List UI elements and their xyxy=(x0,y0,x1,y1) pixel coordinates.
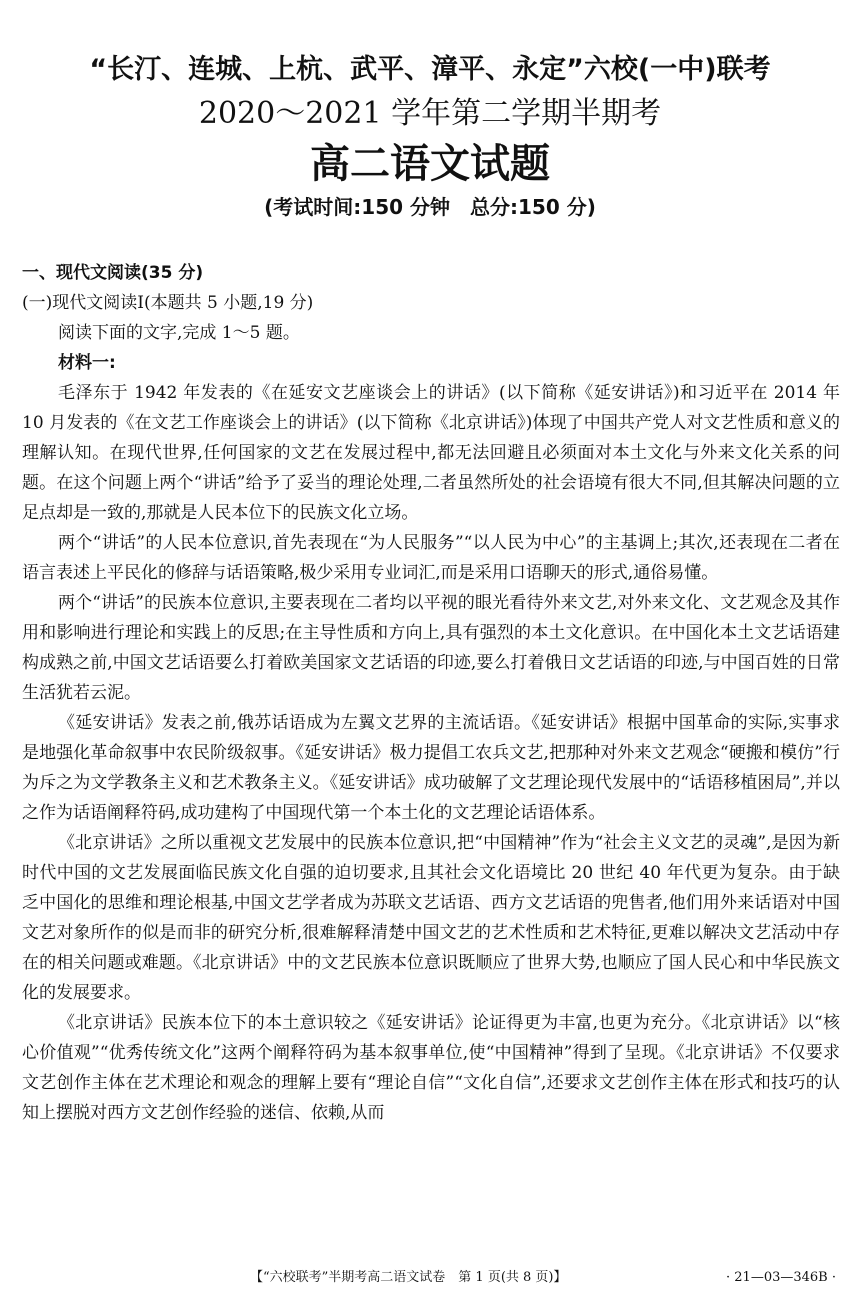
paragraph-5: 《北京讲话》之所以重视文艺发展中的民族本位意识,把“中国精神”作为“社会主义文艺的灵魂”,是因为新时代中国的文艺发展面临民族文化自强的迫切要求,且其社会文化语境比 20 世纪 40 年代更为复杂。由于缺乏中国化的思维和理论根基,中国文艺学者成为苏联文艺话语、西方文艺话语的兜售者,他们用外来话语对中国文艺对象所作的似是而非的研究分析,很难解释清楚中国文艺的艺术性质和艺术特征,更难以解决文艺活动中存在的相关问题或难题。《北京讲话》中的文艺民族本位意识既顺应了世界大势,也顺应了国人民心和中华民族文化的发展要求。 xyxy=(22,833,840,1003)
paper-code: · 21—03—346B · xyxy=(726,1270,836,1285)
academic-term: 2020～2021 学年第二学期半期考 xyxy=(198,96,662,131)
exam-body xyxy=(22,258,840,1128)
exam-time-score: (考试时间:150 分钟 总分:150 分) xyxy=(264,195,596,219)
joint-exam-schools: “长汀、连城、上杭、武平、漳平、永定”六校(一中)联考 xyxy=(89,54,771,85)
paragraph-2: 两个“讲话”的人民本位意识,首先表现在“为人民服务”“以人民为中心”的主基调上;其次,还表现在二者在语言表述上平民化的修辞与话语策略,极少采用专业词汇,而是采用口语聊天的形式,通俗易懂。 xyxy=(22,533,840,583)
exam-title: 高二语文试题 xyxy=(310,140,550,187)
subsection-heading: (一)现代文阅读Ⅰ(本题共 5 小题,19 分) xyxy=(22,293,314,313)
paragraph-6: 《北京讲话》民族本位下的本土意识较之《延安讲话》论证得更为丰富,也更为充分。《北京讲话》以“核心价值观”“优秀传统文化”这两个阐释符码为基本叙事单位,使“中国精神”得到了呈现。《北京讲话》不仅要求文艺创作主体在艺术理论和观念的理解上要有“理论自信”“文化自信”,还要求文艺创作主体在形式和技巧的认知上摆脱对西方文艺创作经验的迷信、依赖,从而 xyxy=(22,1013,840,1123)
paragraph-1: 毛泽东于 1942 年发表的《在延安文艺座谈会上的讲话》(以下简称《延安讲话》)和习近平在 2014 年 10 月发表的《在文艺工作座谈会上的讲话》(以下简称《北京讲话》)体现了中国共产党人对文艺性质和意义的理解认知。在现代世界,任何国家的文艺在发展过程中,都无法回避且必须面对本土文化与外来文化关系的问题。在这个问题上两个“讲话”给予了妥当的理论处理,二者虽然所处的社会语境有很大不同,但其解决问题的立足点却是一致的,那就是人民本位下的民族文化立场。 xyxy=(22,383,840,523)
paragraph-3: 两个“讲话”的民族本位意识,主要表现在二者均以平视的眼光看待外来文艺,对外来文化、文艺观念及其作用和影响进行理论和实践上的反思;在主导性质和方向上,具有强烈的本土文化意识。在中国化本土文艺话语建构成熟之前,中国文艺话语要么打着欧美国家文艺话语的印迹,要么打着俄日文艺话语的印迹,与中国百姓的日常生活犹若云泥。 xyxy=(22,593,840,703)
material-label: 材料一: xyxy=(58,353,116,373)
paragraph-4: 《延安讲话》发表之前,俄苏话语成为左翼文艺界的主流话语。《延安讲话》根据中国革命的实际,实事求是地强化革命叙事中农民阶级叙事。《延安讲话》极力提倡工农兵文艺,把那种对外来文艺观念“硬搬和模仿”行为斥之为文学教条主义和艺术教条主义。《延安讲话》成功破解了文艺理论现代发展中的“话语移植困局”,并以之作为话语阐释符码,成功建构了中国现代第一个本土化的文艺理论话语体系。 xyxy=(22,713,840,823)
reading-instruction: 阅读下面的文字,完成 1～5 题。 xyxy=(58,323,300,343)
page-info: 【“六校联考”半期考高二语文试卷 第 1 页(共 8 页)】 xyxy=(250,1270,567,1285)
section-heading: 一、现代文阅读(35 分) xyxy=(22,263,204,283)
